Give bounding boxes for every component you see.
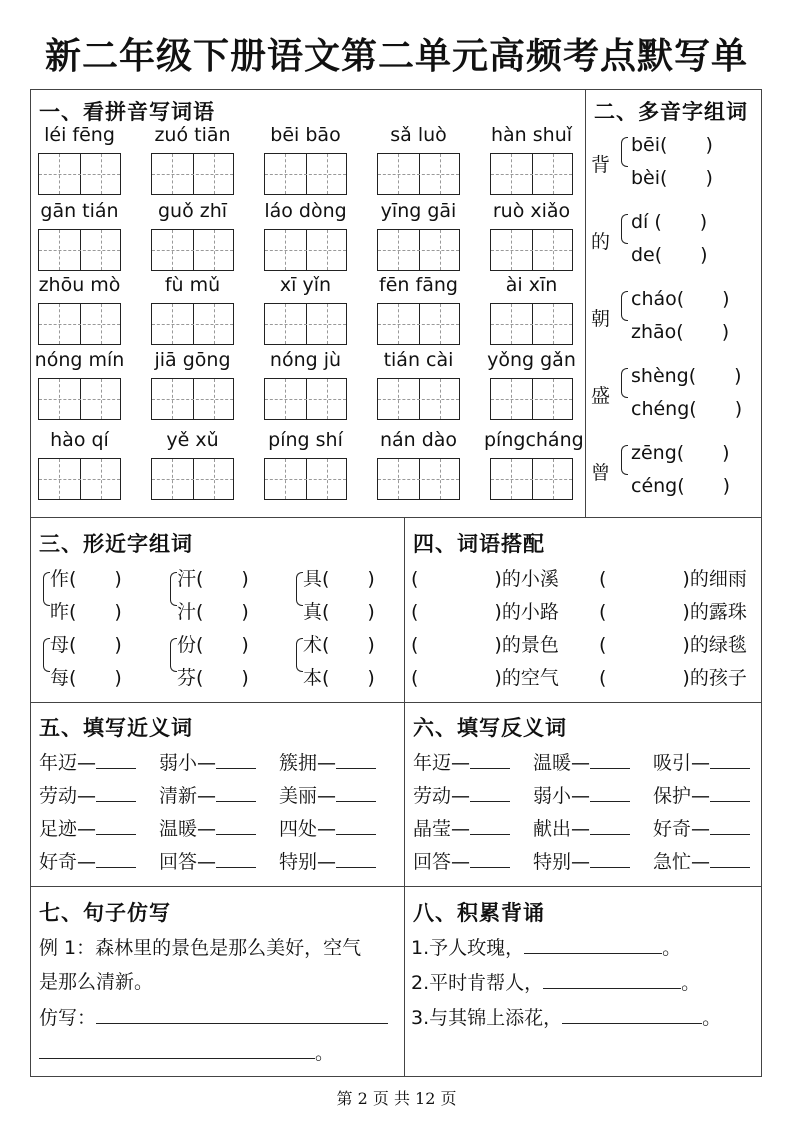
writing-grid[interactable] bbox=[38, 229, 121, 271]
similar-char-item[interactable]: 芬( ) bbox=[177, 667, 249, 689]
grid-guide bbox=[378, 324, 459, 325]
answer-blank[interactable] bbox=[96, 849, 136, 868]
word-label: 晶莹— bbox=[413, 818, 471, 840]
section-title-similar-chars: 三、形近字组词 bbox=[39, 532, 193, 556]
word-pair bbox=[279, 814, 376, 841]
answer-blank[interactable] bbox=[216, 849, 256, 868]
recitation-item bbox=[411, 1003, 721, 1030]
word-label: 急忙— bbox=[653, 851, 711, 873]
grid-guide bbox=[285, 230, 286, 270]
collocation-item[interactable]: ( )的小路 bbox=[411, 601, 559, 623]
answer-blank[interactable] bbox=[336, 783, 376, 802]
divider bbox=[31, 886, 762, 887]
grid-guide bbox=[101, 459, 102, 499]
word-label: 保护— bbox=[653, 785, 711, 807]
polyphone-char: 盛 bbox=[591, 385, 611, 407]
grid-guide bbox=[378, 399, 459, 400]
pinyin-label: ài xīn bbox=[505, 274, 558, 296]
answer-blank[interactable] bbox=[470, 783, 510, 802]
word-pair bbox=[413, 748, 510, 775]
polyphone-reading[interactable]: cháo( ) bbox=[631, 288, 730, 310]
grid-guide bbox=[378, 174, 459, 175]
pinyin-label: hàn shuǐ bbox=[490, 124, 573, 146]
word-pair bbox=[413, 814, 510, 841]
pinyin-label: xī yǐn bbox=[279, 274, 332, 296]
word-label: 清新— bbox=[159, 785, 217, 807]
word-label: 年迈— bbox=[413, 752, 471, 774]
grid-guide bbox=[59, 304, 60, 344]
grid-guide bbox=[398, 459, 399, 499]
grid-guide bbox=[398, 379, 399, 419]
word-pair bbox=[533, 748, 630, 775]
grid-guide bbox=[285, 379, 286, 419]
brace-icon bbox=[621, 137, 628, 167]
answer-blank[interactable] bbox=[470, 849, 510, 868]
grid-guide bbox=[553, 154, 554, 194]
example-sentence-line1: 例 1：森林里的景色是那么美好，空气 bbox=[39, 937, 362, 959]
pinyin-label: sǎ luò bbox=[390, 124, 447, 146]
writing-grid[interactable] bbox=[490, 378, 573, 420]
answer-blank[interactable] bbox=[470, 750, 510, 769]
brace-icon bbox=[621, 291, 628, 321]
similar-char-item[interactable]: 汗( ) bbox=[177, 568, 249, 590]
pinyin-label: nóng jù bbox=[269, 349, 342, 371]
writing-grid[interactable] bbox=[264, 229, 347, 271]
writing-grid[interactable] bbox=[151, 303, 234, 345]
grid-guide bbox=[101, 154, 102, 194]
polyphone-reading[interactable]: de( ) bbox=[631, 244, 708, 266]
answer-blank[interactable] bbox=[710, 849, 750, 868]
collocation-item[interactable]: ( )的露珠 bbox=[599, 601, 747, 623]
answer-blank[interactable] bbox=[216, 816, 256, 835]
brace-icon bbox=[43, 572, 50, 606]
brace-icon bbox=[621, 368, 628, 398]
word-label: 四处— bbox=[279, 818, 337, 840]
word-label: 劳动— bbox=[413, 785, 471, 807]
grid-guide bbox=[59, 459, 60, 499]
word-label: 回答— bbox=[159, 851, 217, 873]
grid-guide bbox=[265, 174, 346, 175]
answer-blank[interactable] bbox=[710, 816, 750, 835]
grid-guide bbox=[491, 479, 572, 480]
recitation-prefix: 3.与其锦上添花， bbox=[411, 1007, 563, 1029]
writing-grid[interactable] bbox=[377, 229, 460, 271]
grid-guide bbox=[39, 250, 120, 251]
grid-guide bbox=[39, 174, 120, 175]
collocation-item[interactable]: ( )的景色 bbox=[411, 634, 559, 656]
word-pair bbox=[39, 847, 136, 874]
answer-blank[interactable] bbox=[470, 816, 510, 835]
word-label: 好奇— bbox=[653, 818, 711, 840]
imitation-label: 仿写： bbox=[39, 1007, 97, 1029]
word-pair bbox=[159, 748, 256, 775]
word-pair bbox=[159, 847, 256, 874]
pinyin-label: hào qí bbox=[50, 429, 109, 451]
word-label: 特别— bbox=[279, 851, 337, 873]
pinyin-label: bēi bāo bbox=[270, 124, 341, 146]
grid-guide bbox=[101, 379, 102, 419]
polyphone-reading[interactable]: bèi( ) bbox=[631, 167, 713, 189]
pinyin-label: píng shí bbox=[268, 429, 343, 451]
writing-grid[interactable] bbox=[264, 378, 347, 420]
section-title-recitation: 八、积累背诵 bbox=[413, 901, 545, 925]
grid-guide bbox=[327, 154, 328, 194]
grid-guide bbox=[491, 324, 572, 325]
grid-guide bbox=[327, 230, 328, 270]
period: 。 bbox=[702, 1007, 722, 1029]
word-pair bbox=[39, 748, 136, 775]
word-label: 吸引— bbox=[653, 752, 711, 774]
grid-guide bbox=[172, 379, 173, 419]
similar-char-item[interactable]: 母( ) bbox=[50, 634, 122, 656]
word-pair bbox=[279, 781, 376, 808]
answer-blank[interactable] bbox=[96, 783, 136, 802]
divider bbox=[585, 90, 586, 517]
pinyin-label: jiā gōng bbox=[154, 349, 231, 371]
grid-guide bbox=[152, 324, 233, 325]
word-label: 弱小— bbox=[159, 752, 217, 774]
writing-grid[interactable] bbox=[490, 153, 573, 195]
section-title-synonyms: 五、填写近义词 bbox=[39, 716, 193, 740]
grid-guide bbox=[39, 399, 120, 400]
grid-guide bbox=[553, 304, 554, 344]
word-pair bbox=[653, 847, 750, 874]
imitation-line-2 bbox=[39, 1038, 334, 1065]
similar-char-item[interactable]: 术( ) bbox=[303, 634, 375, 656]
grid-guide bbox=[398, 154, 399, 194]
word-pair bbox=[159, 781, 256, 808]
grid-guide bbox=[265, 324, 346, 325]
pinyin-label: léi fēng bbox=[44, 124, 115, 146]
grid-guide bbox=[152, 174, 233, 175]
example-sentence-line2: 是那么清新。 bbox=[39, 971, 154, 993]
answer-blank[interactable] bbox=[336, 849, 376, 868]
grid-guide bbox=[265, 479, 346, 480]
word-pair bbox=[413, 847, 510, 874]
pinyin-label: nán dào bbox=[379, 429, 458, 451]
writing-grid[interactable] bbox=[151, 458, 234, 500]
writing-grid[interactable] bbox=[490, 458, 573, 500]
collocation-item[interactable]: ( )的空气 bbox=[411, 667, 559, 689]
polyphone-reading[interactable]: dí ( ) bbox=[631, 211, 708, 233]
section-title-sentence-imitation: 七、句子仿写 bbox=[39, 901, 171, 925]
similar-char-item[interactable]: 每( ) bbox=[50, 667, 122, 689]
answer-blank[interactable] bbox=[216, 783, 256, 802]
pinyin-label: yǒng gǎn bbox=[487, 349, 576, 371]
imitation-answer-blank-2[interactable] bbox=[39, 1040, 315, 1059]
writing-grid[interactable] bbox=[490, 229, 573, 271]
grid-guide bbox=[553, 230, 554, 270]
grid-guide bbox=[553, 459, 554, 499]
grid-guide bbox=[511, 230, 512, 270]
collocation-item[interactable]: ( )的小溪 bbox=[411, 568, 559, 590]
word-label: 特别— bbox=[533, 851, 591, 873]
answer-blank[interactable] bbox=[710, 783, 750, 802]
grid-guide bbox=[440, 379, 441, 419]
answer-blank[interactable] bbox=[336, 816, 376, 835]
writing-grid[interactable] bbox=[264, 303, 347, 345]
pinyin-label: tián cài bbox=[383, 349, 454, 371]
grid-guide bbox=[214, 154, 215, 194]
grid-guide bbox=[59, 154, 60, 194]
grid-guide bbox=[491, 250, 572, 251]
collocation-item[interactable]: ( )的绿毯 bbox=[599, 634, 747, 656]
polyphone-reading[interactable]: zhāo( ) bbox=[631, 321, 730, 343]
brace-icon bbox=[621, 445, 628, 475]
polyphone-char: 曾 bbox=[591, 462, 611, 484]
grid-guide bbox=[152, 399, 233, 400]
section-title-collocation: 四、词语搭配 bbox=[413, 532, 545, 556]
word-label: 年迈— bbox=[39, 752, 97, 774]
writing-grid[interactable] bbox=[490, 303, 573, 345]
grid-guide bbox=[285, 304, 286, 344]
collocation-item[interactable]: ( )的细雨 bbox=[599, 568, 747, 590]
brace-icon bbox=[296, 572, 303, 606]
similar-char-item[interactable]: 汁( ) bbox=[177, 601, 249, 623]
recitation-prefix: 2.平时肯帮人， bbox=[411, 972, 544, 994]
recitation-blank[interactable] bbox=[524, 935, 662, 954]
answer-blank[interactable] bbox=[96, 816, 136, 835]
polyphone-char: 的 bbox=[591, 231, 611, 253]
grid-guide bbox=[59, 379, 60, 419]
pinyin-label: píngcháng bbox=[484, 429, 584, 451]
writing-grid[interactable] bbox=[38, 378, 121, 420]
grid-guide bbox=[491, 174, 572, 175]
period: 。 bbox=[681, 972, 701, 994]
grid-guide bbox=[59, 230, 60, 270]
imitation-line bbox=[39, 1003, 388, 1030]
polyphone-reading[interactable]: bēi( ) bbox=[631, 134, 713, 156]
word-pair bbox=[39, 781, 136, 808]
word-pair bbox=[279, 847, 376, 874]
word-pair bbox=[533, 814, 630, 841]
grid-guide bbox=[214, 379, 215, 419]
grid-guide bbox=[285, 154, 286, 194]
answer-blank[interactable] bbox=[590, 783, 630, 802]
grid-guide bbox=[440, 459, 441, 499]
writing-grid[interactable] bbox=[264, 153, 347, 195]
grid-guide bbox=[265, 399, 346, 400]
writing-grid[interactable] bbox=[151, 229, 234, 271]
grid-guide bbox=[440, 154, 441, 194]
recitation-blank[interactable] bbox=[543, 970, 681, 989]
grid-guide bbox=[553, 379, 554, 419]
pinyin-label: gān tián bbox=[40, 200, 119, 222]
section-title-pinyin: 一、看拼音写词语 bbox=[39, 100, 215, 124]
divider bbox=[31, 702, 762, 703]
word-label: 温暖— bbox=[159, 818, 217, 840]
similar-char-item[interactable]: 本( ) bbox=[303, 667, 375, 689]
grid-guide bbox=[214, 230, 215, 270]
brace-icon bbox=[621, 214, 628, 244]
grid-guide bbox=[265, 250, 346, 251]
word-pair bbox=[159, 814, 256, 841]
word-pair bbox=[653, 814, 750, 841]
pinyin-label: guǒ zhī bbox=[157, 200, 228, 222]
answer-blank[interactable] bbox=[590, 816, 630, 835]
page-title: 新二年级下册语文第二单元高频考点默写单 bbox=[44, 35, 748, 77]
grid-guide bbox=[152, 250, 233, 251]
worksheet bbox=[30, 89, 762, 1077]
word-label: 足迹— bbox=[39, 818, 97, 840]
word-pair bbox=[413, 781, 510, 808]
grid-guide bbox=[491, 399, 572, 400]
grid-guide bbox=[327, 459, 328, 499]
grid-guide bbox=[398, 304, 399, 344]
recitation-prefix: 1.予人玫瑰， bbox=[411, 937, 525, 959]
word-label: 温暖— bbox=[533, 752, 591, 774]
grid-guide bbox=[511, 379, 512, 419]
divider bbox=[31, 517, 762, 518]
grid-guide bbox=[172, 304, 173, 344]
similar-char-item[interactable]: 作( ) bbox=[50, 568, 122, 590]
period: 。 bbox=[662, 937, 682, 959]
grid-guide bbox=[511, 459, 512, 499]
brace-icon bbox=[296, 638, 303, 672]
similar-char-item[interactable]: 具( ) bbox=[303, 568, 375, 590]
grid-guide bbox=[398, 230, 399, 270]
pinyin-label: ruò xiǎo bbox=[492, 200, 571, 222]
grid-guide bbox=[101, 230, 102, 270]
grid-guide bbox=[511, 304, 512, 344]
recitation-item bbox=[411, 968, 700, 995]
page-footer: 第 2 页 共 12 页 bbox=[336, 1089, 457, 1108]
word-pair bbox=[653, 748, 750, 775]
imitation-answer-blank[interactable] bbox=[96, 1005, 388, 1024]
word-label: 弱小— bbox=[533, 785, 591, 807]
writing-grid[interactable] bbox=[377, 378, 460, 420]
polyphone-char: 朝 bbox=[591, 308, 611, 330]
answer-blank[interactable] bbox=[96, 750, 136, 769]
writing-grid[interactable] bbox=[151, 153, 234, 195]
writing-grid[interactable] bbox=[377, 303, 460, 345]
polyphone-reading[interactable]: shèng( ) bbox=[631, 365, 742, 387]
answer-blank[interactable] bbox=[336, 750, 376, 769]
pinyin-label: láo dòng bbox=[264, 200, 347, 222]
grid-guide bbox=[152, 479, 233, 480]
answer-blank[interactable] bbox=[590, 849, 630, 868]
grid-guide bbox=[327, 379, 328, 419]
word-pair bbox=[533, 847, 630, 874]
grid-guide bbox=[172, 459, 173, 499]
similar-char-item[interactable]: 份( ) bbox=[177, 634, 249, 656]
polyphone-reading[interactable]: chéng( ) bbox=[631, 398, 743, 420]
pinyin-label: fù mǔ bbox=[164, 274, 221, 296]
recitation-item bbox=[411, 933, 681, 960]
writing-grid[interactable] bbox=[151, 378, 234, 420]
pinyin-label: yě xǔ bbox=[166, 429, 219, 451]
grid-guide bbox=[214, 459, 215, 499]
grid-guide bbox=[172, 154, 173, 194]
divider bbox=[404, 517, 405, 1077]
word-label: 美丽— bbox=[279, 785, 337, 807]
grid-guide bbox=[511, 154, 512, 194]
grid-guide bbox=[327, 304, 328, 344]
grid-guide bbox=[214, 304, 215, 344]
writing-grid[interactable] bbox=[38, 153, 121, 195]
writing-grid[interactable] bbox=[38, 458, 121, 500]
answer-blank[interactable] bbox=[590, 750, 630, 769]
pinyin-label: zuó tiān bbox=[154, 124, 231, 146]
word-label: 劳动— bbox=[39, 785, 97, 807]
word-label: 簇拥— bbox=[279, 752, 337, 774]
pinyin-label: zhōu mò bbox=[38, 274, 121, 296]
section-title-polyphone: 二、多音字组词 bbox=[594, 100, 748, 124]
grid-guide bbox=[378, 479, 459, 480]
word-pair bbox=[39, 814, 136, 841]
word-label: 好奇— bbox=[39, 851, 97, 873]
answer-blank[interactable] bbox=[216, 750, 256, 769]
grid-guide bbox=[39, 479, 120, 480]
recitation-blank[interactable] bbox=[562, 1005, 702, 1024]
polyphone-char: 背 bbox=[591, 154, 611, 176]
similar-char-item[interactable]: 真( ) bbox=[303, 601, 375, 623]
writing-grid[interactable] bbox=[377, 153, 460, 195]
collocation-item[interactable]: ( )的孩子 bbox=[599, 667, 747, 689]
grid-guide bbox=[39, 324, 120, 325]
polyphone-reading[interactable]: zēng( ) bbox=[631, 442, 730, 464]
word-pair bbox=[279, 748, 376, 775]
period: 。 bbox=[315, 1042, 335, 1064]
pinyin-label: fēn fāng bbox=[379, 274, 458, 296]
writing-grid[interactable] bbox=[38, 303, 121, 345]
polyphone-reading[interactable]: céng( ) bbox=[631, 475, 731, 497]
word-pair bbox=[653, 781, 750, 808]
similar-char-item[interactable]: 昨( ) bbox=[50, 601, 122, 623]
pinyin-label: yīng gāi bbox=[380, 200, 457, 222]
grid-guide bbox=[440, 304, 441, 344]
word-label: 献出— bbox=[533, 818, 591, 840]
answer-blank[interactable] bbox=[710, 750, 750, 769]
writing-grid[interactable] bbox=[264, 458, 347, 500]
word-pair bbox=[533, 781, 630, 808]
brace-icon bbox=[43, 638, 50, 672]
grid-guide bbox=[285, 459, 286, 499]
brace-icon bbox=[170, 572, 177, 606]
grid-guide bbox=[378, 250, 459, 251]
grid-guide bbox=[440, 230, 441, 270]
section-title-antonyms: 六、填写反义词 bbox=[413, 716, 567, 740]
grid-guide bbox=[172, 230, 173, 270]
word-label: 回答— bbox=[413, 851, 471, 873]
brace-icon bbox=[170, 638, 177, 672]
pinyin-label: nóng mín bbox=[34, 349, 125, 371]
grid-guide bbox=[101, 304, 102, 344]
writing-grid[interactable] bbox=[377, 458, 460, 500]
